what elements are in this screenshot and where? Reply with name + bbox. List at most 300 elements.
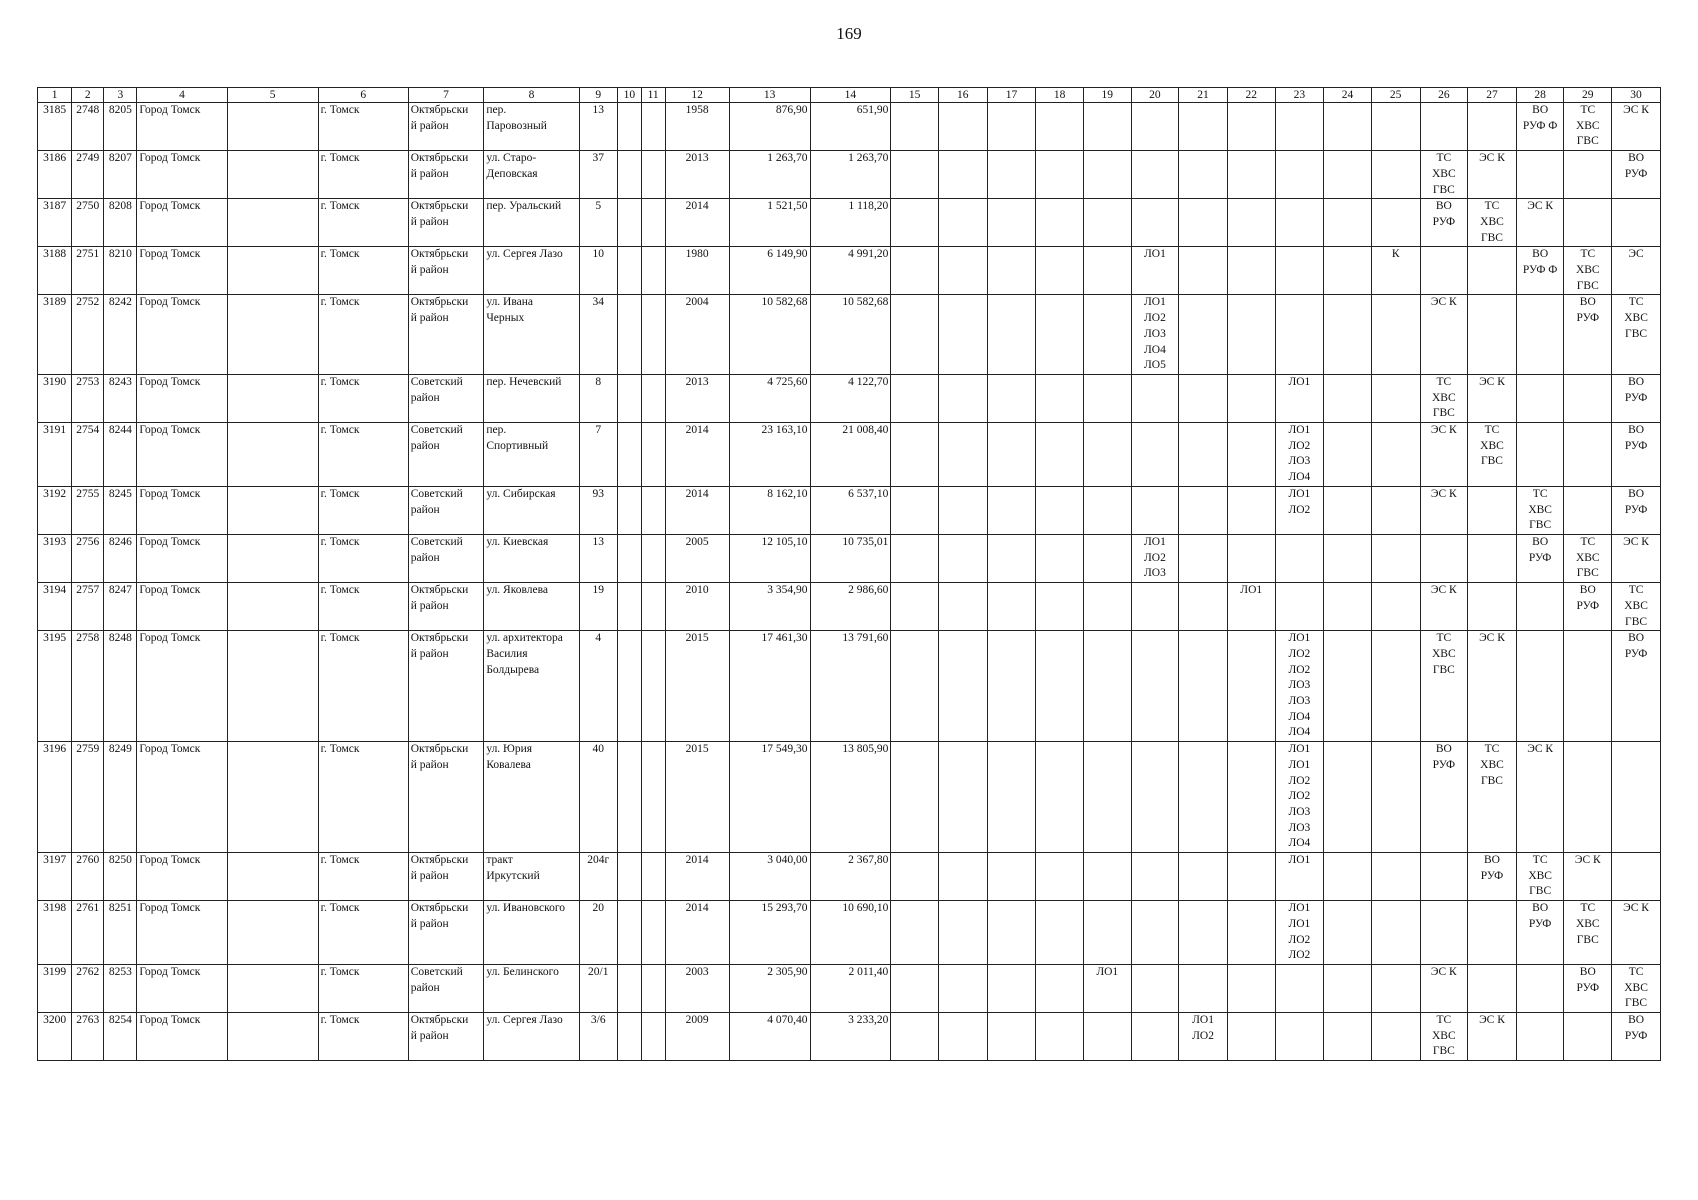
cell-col-3: 8250 [104,853,137,901]
cell-col-14: 2 367,80 [810,853,891,901]
cell-col-12: 2009 [665,1013,729,1061]
cell-col-8: пер. Паровозный [484,103,579,151]
cell-col-1: 3186 [38,151,72,199]
cell-col-1: 3199 [38,964,72,1012]
table-row [38,151,1661,199]
cell-col-28 [1516,583,1564,631]
cell-col-28 [1516,295,1564,375]
cell-col-27: ЭС К [1468,1013,1517,1061]
cell-col-26: ТС ХВС ГВС [1420,1013,1468,1061]
cell-col-5 [227,1013,318,1061]
cell-col-29 [1564,199,1612,247]
cell-col-24 [1324,486,1372,534]
cell-col-22 [1227,103,1275,151]
cell-col-12: 2015 [665,742,729,853]
cell-col-15 [891,374,939,422]
cell-col-3: 8207 [104,151,137,199]
cell-col-13: 3 354,90 [729,583,810,631]
cell-col-28: ВО РУФ [1516,901,1564,965]
cell-col-23 [1275,1013,1324,1061]
cell-col-7: Октябрьски й район [408,151,484,199]
cell-col-13: 1 521,50 [729,199,810,247]
cell-col-27 [1468,247,1517,295]
cell-col-8: ул. Ивана Черных [484,295,579,375]
cell-col-1: 3187 [38,199,72,247]
cell-col-6: г. Томск [318,151,408,199]
cell-col-9: 19 [579,583,617,631]
cell-col-12: 2014 [665,853,729,901]
cell-col-25 [1371,901,1420,965]
cell-col-25 [1371,534,1420,582]
cell-col-21 [1179,374,1228,422]
cell-col-13: 4 725,60 [729,374,810,422]
cell-col-28: ТС ХВС ГВС [1516,853,1564,901]
cell-col-1: 3193 [38,534,72,582]
table-row [38,742,1661,853]
cell-col-10 [617,247,641,295]
cell-col-3: 8242 [104,295,137,375]
cell-col-17 [987,486,1036,534]
cell-col-15 [891,534,939,582]
cell-col-22 [1227,1013,1275,1061]
cell-col-9: 34 [579,295,617,375]
cell-col-6: г. Томск [318,374,408,422]
cell-col-24 [1324,199,1372,247]
cell-col-15 [891,295,939,375]
column-header-18: 18 [1036,88,1084,103]
cell-col-12: 2014 [665,199,729,247]
cell-col-6: г. Томск [318,534,408,582]
cell-col-9: 37 [579,151,617,199]
cell-col-5 [227,103,318,151]
cell-col-27 [1468,901,1517,965]
column-header-28: 28 [1516,88,1564,103]
cell-col-28 [1516,631,1564,742]
cell-col-10 [617,295,641,375]
column-header-15: 15 [891,88,939,103]
cell-col-17 [987,742,1036,853]
table-row [38,103,1661,151]
cell-col-15 [891,103,939,151]
cell-col-2: 2750 [72,199,104,247]
cell-col-16 [938,423,987,487]
cell-col-14: 13 791,60 [810,631,891,742]
cell-col-27: ЭС К [1468,151,1517,199]
cell-col-13: 2 305,90 [729,964,810,1012]
cell-col-19: ЛО1 [1083,964,1131,1012]
cell-col-10 [617,901,641,965]
cell-col-22 [1227,199,1275,247]
cell-col-2: 2756 [72,534,104,582]
cell-col-27 [1468,583,1517,631]
cell-col-15 [891,151,939,199]
column-header-5: 5 [227,88,318,103]
column-header-30: 30 [1612,88,1661,103]
cell-col-21 [1179,583,1228,631]
cell-col-6: г. Томск [318,199,408,247]
cell-col-10 [617,486,641,534]
cell-col-3: 8244 [104,423,137,487]
cell-col-14: 1 118,20 [810,199,891,247]
cell-col-8: ул. Юрия Ковалева [484,742,579,853]
cell-col-9: 4 [579,631,617,742]
cell-col-6: г. Томск [318,423,408,487]
cell-col-7: Октябрьски й район [408,247,484,295]
cell-col-7: Октябрьски й район [408,742,484,853]
cell-col-22 [1227,901,1275,965]
cell-col-10 [617,583,641,631]
cell-col-2: 2752 [72,295,104,375]
cell-col-3: 8248 [104,631,137,742]
cell-col-18 [1036,742,1084,853]
cell-col-20 [1131,631,1179,742]
cell-col-30: ВО РУФ [1612,1013,1661,1061]
cell-col-19 [1083,583,1131,631]
cell-col-25 [1371,486,1420,534]
cell-col-25: К [1371,247,1420,295]
cell-col-30: ВО РУФ [1612,486,1661,534]
cell-col-20 [1131,901,1179,965]
column-header-23: 23 [1275,88,1324,103]
cell-col-17 [987,901,1036,965]
column-header-3: 3 [104,88,137,103]
cell-col-25 [1371,964,1420,1012]
cell-col-29: ТС ХВС ГВС [1564,247,1612,295]
cell-col-27 [1468,486,1517,534]
table-row [38,374,1661,422]
cell-col-4: Город Томск [137,199,227,247]
cell-col-30: ВО РУФ [1612,423,1661,487]
cell-col-29: ТС ХВС ГВС [1564,901,1612,965]
cell-col-7: Советский район [408,423,484,487]
column-header-26: 26 [1420,88,1468,103]
cell-col-9: 20 [579,901,617,965]
cell-col-2: 2757 [72,583,104,631]
cell-col-3: 8210 [104,247,137,295]
cell-col-17 [987,247,1036,295]
cell-col-24 [1324,374,1372,422]
cell-col-13: 1 263,70 [729,151,810,199]
cell-col-29: ТС ХВС ГВС [1564,534,1612,582]
column-header-2: 2 [72,88,104,103]
cell-col-2: 2763 [72,1013,104,1061]
cell-col-2: 2760 [72,853,104,901]
cell-col-12: 2014 [665,901,729,965]
cell-col-1: 3185 [38,103,72,151]
cell-col-4: Город Томск [137,901,227,965]
cell-col-13: 6 149,90 [729,247,810,295]
cell-col-5 [227,631,318,742]
cell-col-23: ЛО1 ЛО2 ЛО2 ЛО3 ЛО3 ЛО4 ЛО4 [1275,631,1324,742]
column-header-19: 19 [1083,88,1131,103]
cell-col-18 [1036,901,1084,965]
cell-col-16 [938,853,987,901]
cell-col-2: 2758 [72,631,104,742]
cell-col-21 [1179,103,1228,151]
cell-col-25 [1371,583,1420,631]
cell-col-17 [987,199,1036,247]
cell-col-15 [891,853,939,901]
cell-col-29: ВО РУФ [1564,964,1612,1012]
cell-col-28: ЭС К [1516,742,1564,853]
cell-col-20: ЛО1 ЛО2 ЛО3 [1131,534,1179,582]
cell-col-7: Советский район [408,534,484,582]
cell-col-6: г. Томск [318,486,408,534]
cell-col-12: 2003 [665,964,729,1012]
cell-col-24 [1324,534,1372,582]
cell-col-23: ЛО1 [1275,853,1324,901]
cell-col-17 [987,583,1036,631]
cell-col-12: 2005 [665,534,729,582]
cell-col-25 [1371,151,1420,199]
cell-col-7: Октябрьски й район [408,631,484,742]
cell-col-24 [1324,151,1372,199]
cell-col-19 [1083,631,1131,742]
cell-col-5 [227,199,318,247]
cell-col-3: 8243 [104,374,137,422]
cell-col-24 [1324,631,1372,742]
cell-col-28 [1516,374,1564,422]
cell-col-7: Советский район [408,964,484,1012]
cell-col-20 [1131,853,1179,901]
cell-col-12: 2013 [665,374,729,422]
cell-col-12: 1980 [665,247,729,295]
cell-col-25 [1371,853,1420,901]
cell-col-1: 3198 [38,901,72,965]
table-row [38,247,1661,295]
cell-col-5 [227,534,318,582]
cell-col-1: 3191 [38,423,72,487]
cell-col-3: 8208 [104,199,137,247]
cell-col-20 [1131,151,1179,199]
cell-col-3: 8246 [104,534,137,582]
cell-col-8: ул. Ивановского [484,901,579,965]
cell-col-28: ЭС К [1516,199,1564,247]
cell-col-15 [891,631,939,742]
cell-col-21 [1179,534,1228,582]
cell-col-11 [641,583,665,631]
cell-col-16 [938,295,987,375]
cell-col-16 [938,583,987,631]
cell-col-14: 10 735,01 [810,534,891,582]
cell-col-13: 10 582,68 [729,295,810,375]
cell-col-27 [1468,964,1517,1012]
cell-col-6: г. Томск [318,247,408,295]
cell-col-2: 2759 [72,742,104,853]
cell-col-21 [1179,295,1228,375]
cell-col-30: ТС ХВС ГВС [1612,295,1661,375]
column-header-24: 24 [1324,88,1372,103]
cell-col-30: ТС ХВС ГВС [1612,964,1661,1012]
cell-col-1: 3194 [38,583,72,631]
column-header-20: 20 [1131,88,1179,103]
cell-col-24 [1324,247,1372,295]
cell-col-29: ТС ХВС ГВС [1564,103,1612,151]
cell-col-14: 1 263,70 [810,151,891,199]
cell-col-29 [1564,486,1612,534]
cell-col-11 [641,534,665,582]
cell-col-3: 8245 [104,486,137,534]
cell-col-11 [641,151,665,199]
cell-col-15 [891,486,939,534]
cell-col-10 [617,534,641,582]
cell-col-30: ЭС К [1612,103,1661,151]
cell-col-19 [1083,1013,1131,1061]
cell-col-12: 2015 [665,631,729,742]
cell-col-27 [1468,534,1517,582]
cell-col-11 [641,631,665,742]
cell-col-30 [1612,199,1661,247]
column-header-13: 13 [729,88,810,103]
cell-col-7: Октябрьски й район [408,853,484,901]
cell-col-2: 2761 [72,901,104,965]
cell-col-21: ЛО1 ЛО2 [1179,1013,1228,1061]
cell-col-20: ЛО1 ЛО2 ЛО3 ЛО4 ЛО5 [1131,295,1179,375]
cell-col-6: г. Томск [318,901,408,965]
cell-col-5 [227,247,318,295]
column-header-11: 11 [641,88,665,103]
cell-col-12: 2014 [665,423,729,487]
cell-col-13: 3 040,00 [729,853,810,901]
cell-col-26: ВО РУФ [1420,742,1468,853]
cell-col-18 [1036,247,1084,295]
cell-col-23: ЛО1 ЛО2 [1275,486,1324,534]
cell-col-13: 876,90 [729,103,810,151]
cell-col-16 [938,247,987,295]
cell-col-6: г. Томск [318,631,408,742]
cell-col-11 [641,247,665,295]
cell-col-11 [641,742,665,853]
cell-col-18 [1036,964,1084,1012]
cell-col-23: ЛО1 ЛО1 ЛО2 ЛО2 ЛО3 ЛО3 ЛО4 [1275,742,1324,853]
cell-col-19 [1083,486,1131,534]
cell-col-26 [1420,534,1468,582]
cell-col-23: ЛО1 ЛО2 ЛО3 ЛО4 [1275,423,1324,487]
cell-col-19 [1083,423,1131,487]
cell-col-24 [1324,295,1372,375]
cell-col-20 [1131,374,1179,422]
cell-col-1: 3200 [38,1013,72,1061]
cell-col-30: ТС ХВС ГВС [1612,583,1661,631]
cell-col-20: ЛО1 [1131,247,1179,295]
cell-col-8: ул. Сергея Лазо [484,1013,579,1061]
cell-col-22 [1227,247,1275,295]
cell-col-21 [1179,423,1228,487]
cell-col-29 [1564,631,1612,742]
cell-col-18 [1036,853,1084,901]
cell-col-27: ЭС К [1468,631,1517,742]
cell-col-26: ЭС К [1420,583,1468,631]
cell-col-24 [1324,901,1372,965]
cell-col-8: ул. Сергея Лазо [484,247,579,295]
column-header-9: 9 [579,88,617,103]
cell-col-8: пер. Нечевский [484,374,579,422]
cell-col-9: 93 [579,486,617,534]
cell-col-18 [1036,295,1084,375]
cell-col-18 [1036,103,1084,151]
cell-col-6: г. Томск [318,103,408,151]
cell-col-12: 2014 [665,486,729,534]
cell-col-26: ТС ХВС ГВС [1420,374,1468,422]
cell-col-29: ВО РУФ [1564,583,1612,631]
cell-col-2: 2762 [72,964,104,1012]
column-header-8: 8 [484,88,579,103]
cell-col-28: ВО РУФ [1516,534,1564,582]
cell-col-4: Город Томск [137,423,227,487]
cell-col-24 [1324,853,1372,901]
cell-col-13: 8 162,10 [729,486,810,534]
cell-col-26 [1420,247,1468,295]
cell-col-16 [938,151,987,199]
cell-col-26: ТС ХВС ГВС [1420,151,1468,199]
cell-col-22 [1227,631,1275,742]
cell-col-16 [938,964,987,1012]
cell-col-7: Октябрьски й район [408,103,484,151]
cell-col-9: 40 [579,742,617,853]
cell-col-20 [1131,964,1179,1012]
cell-col-19 [1083,103,1131,151]
cell-col-2: 2751 [72,247,104,295]
cell-col-18 [1036,534,1084,582]
cell-col-25 [1371,374,1420,422]
cell-col-4: Город Томск [137,486,227,534]
cell-col-29: ЭС К [1564,853,1612,901]
cell-col-24 [1324,1013,1372,1061]
cell-col-21 [1179,631,1228,742]
cell-col-18 [1036,583,1084,631]
cell-col-10 [617,374,641,422]
cell-col-4: Город Томск [137,853,227,901]
cell-col-23: ЛО1 [1275,374,1324,422]
cell-col-11 [641,199,665,247]
cell-col-26: ТС ХВС ГВС [1420,631,1468,742]
cell-col-13: 17 549,30 [729,742,810,853]
cell-col-15 [891,742,939,853]
cell-col-4: Город Томск [137,151,227,199]
cell-col-25 [1371,1013,1420,1061]
register-table [37,87,1661,1061]
cell-col-22 [1227,534,1275,582]
cell-col-2: 2753 [72,374,104,422]
cell-col-11 [641,486,665,534]
cell-col-15 [891,423,939,487]
cell-col-5 [227,295,318,375]
cell-col-20 [1131,423,1179,487]
cell-col-10 [617,631,641,742]
cell-col-28: ВО РУФ Ф [1516,103,1564,151]
cell-col-22 [1227,151,1275,199]
cell-col-17 [987,374,1036,422]
cell-col-3: 8251 [104,901,137,965]
cell-col-23 [1275,964,1324,1012]
cell-col-21 [1179,486,1228,534]
cell-col-21 [1179,199,1228,247]
cell-col-20 [1131,583,1179,631]
cell-col-21 [1179,853,1228,901]
cell-col-3: 8247 [104,583,137,631]
cell-col-9: 7 [579,423,617,487]
cell-col-4: Город Томск [137,631,227,742]
cell-col-23 [1275,247,1324,295]
cell-col-27: ТС ХВС ГВС [1468,199,1517,247]
cell-col-25 [1371,631,1420,742]
cell-col-6: г. Томск [318,1013,408,1061]
cell-col-8: ул. архитектора Василия Болдырева [484,631,579,742]
cell-col-15 [891,583,939,631]
cell-col-30 [1612,742,1661,853]
cell-col-7: Советский район [408,486,484,534]
cell-col-14: 4 122,70 [810,374,891,422]
